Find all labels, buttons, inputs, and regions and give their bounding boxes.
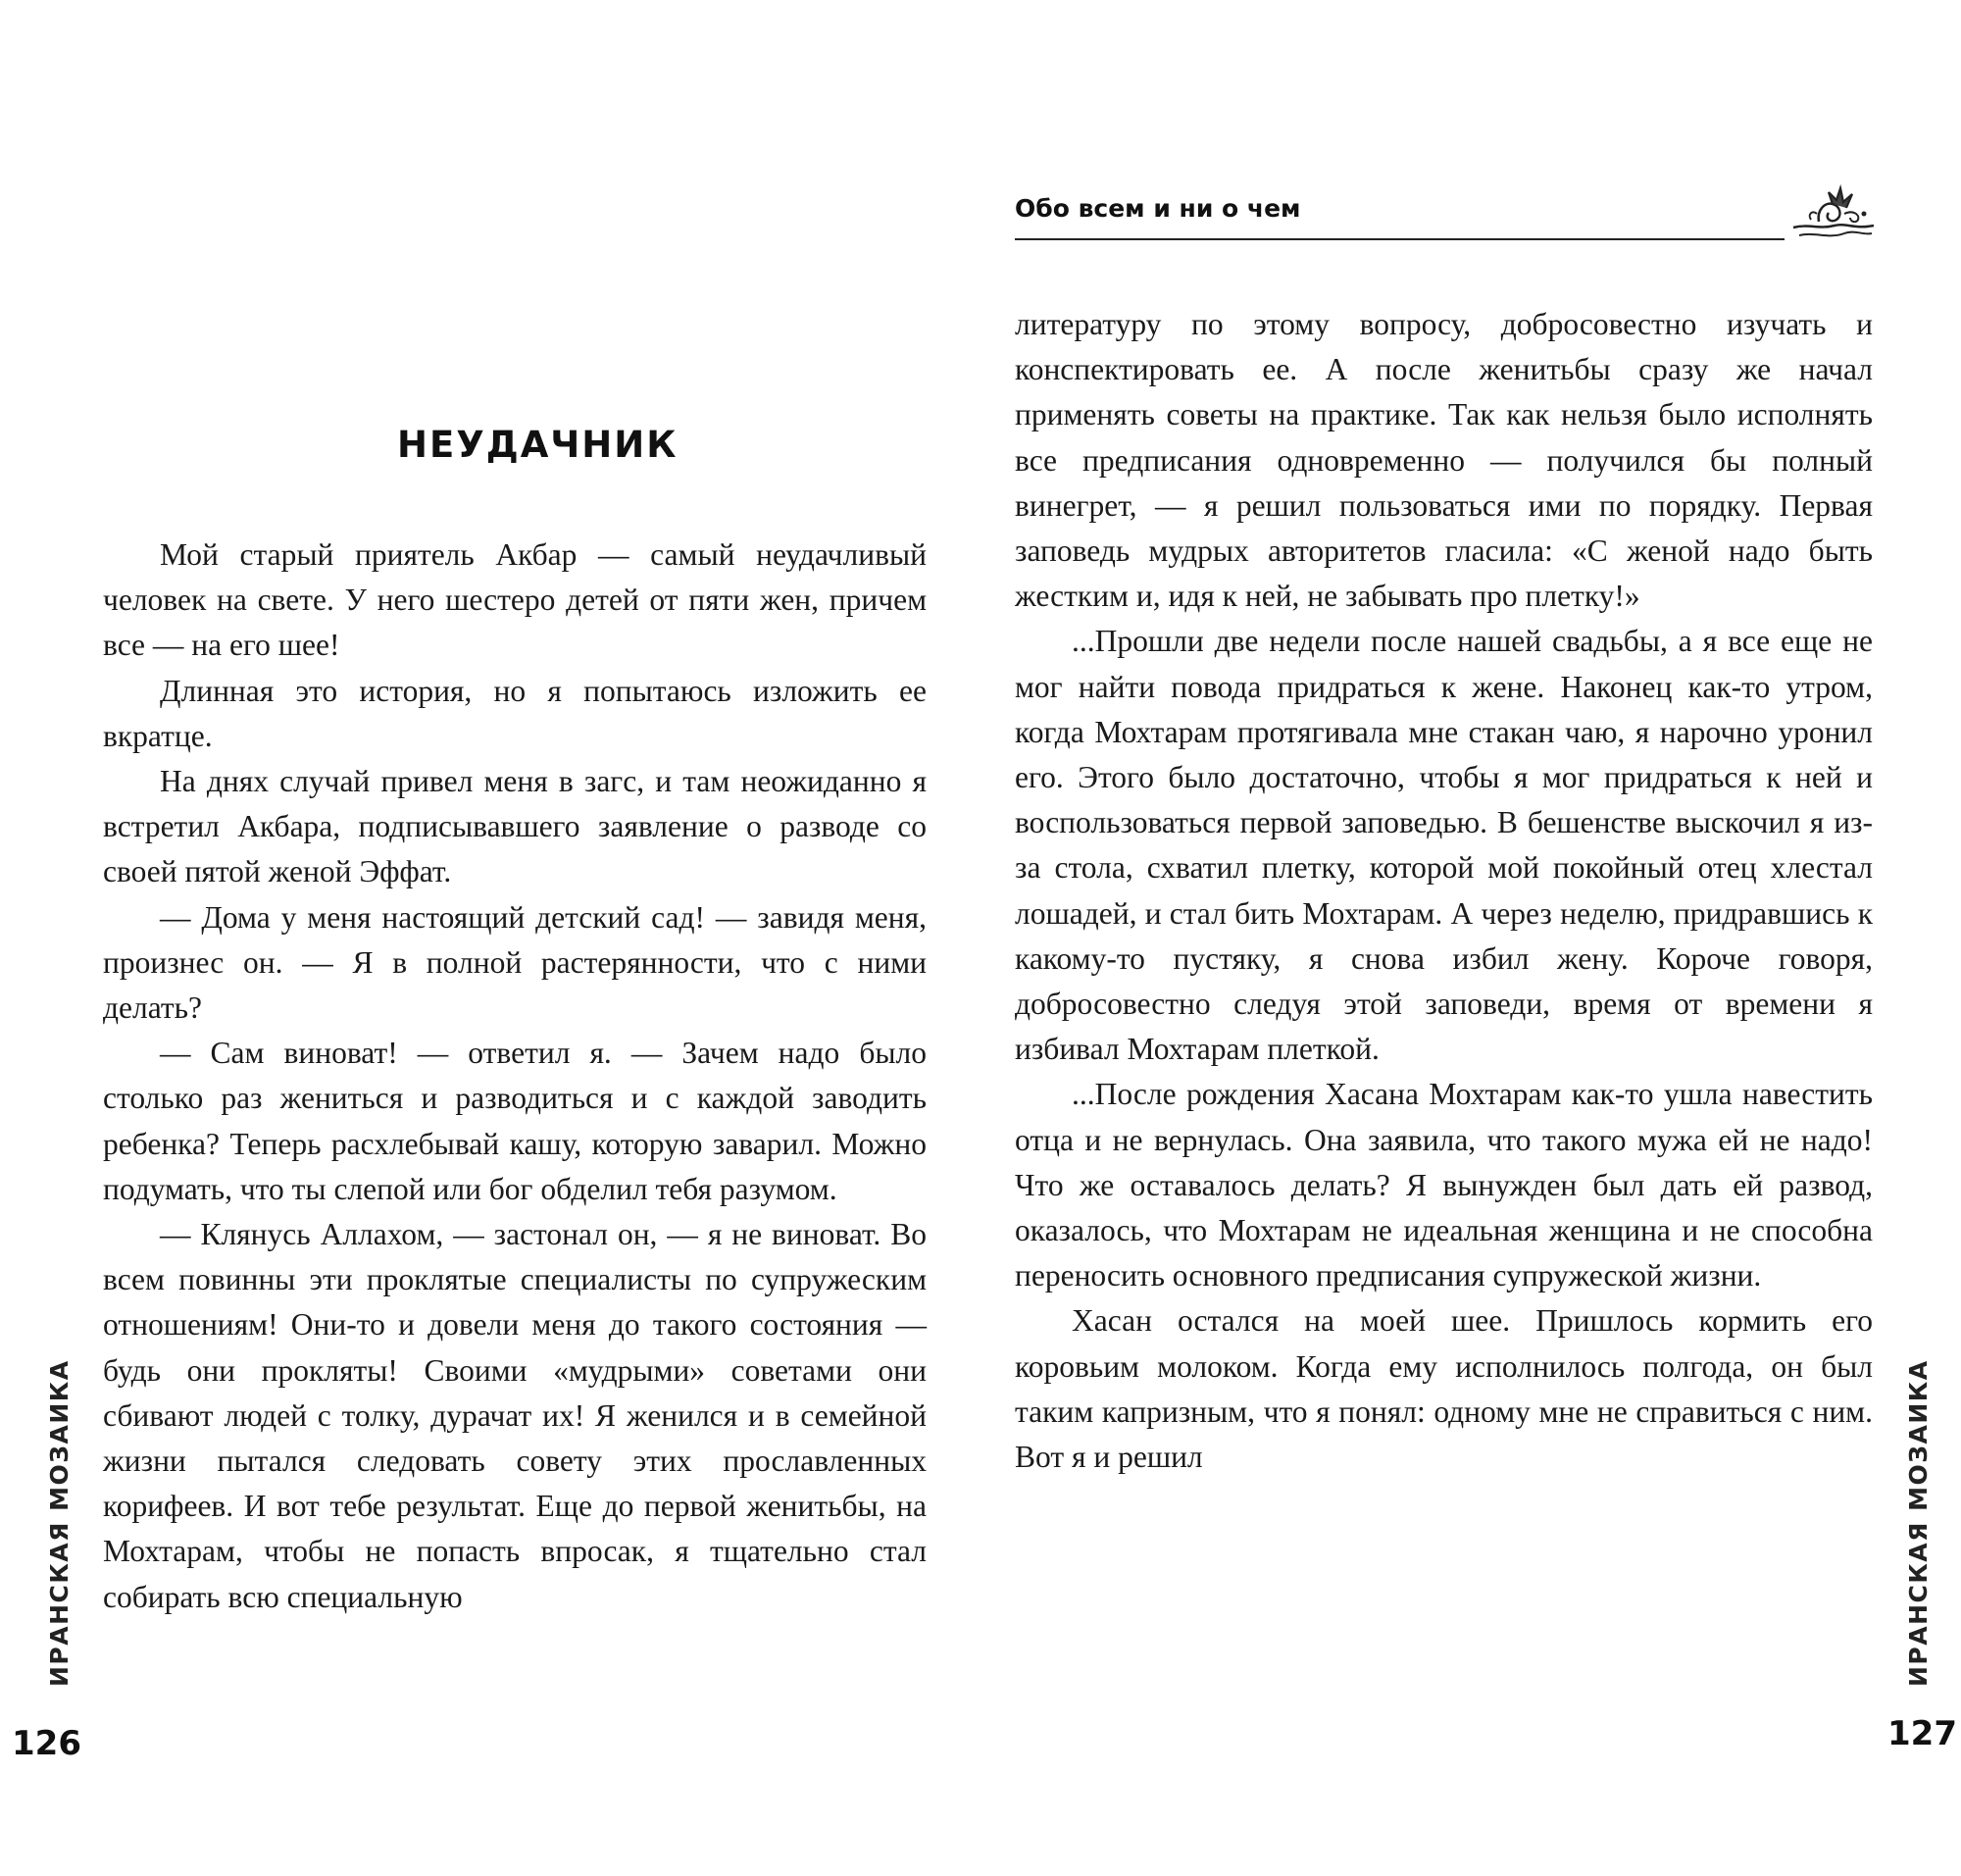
left-page-text [103, 532, 927, 1620]
paragraph: На днях случай привел меня в загс, и там неожиданно я встретил Акбара, подписывавшего заявление о разводе со своей пятой женой Эффат. [103, 764, 927, 889]
left-page [0, 0, 980, 1876]
chapter-title: НЕУДАЧНИК [397, 424, 679, 466]
page-number: 126 [12, 1724, 81, 1763]
ornament-icon [1789, 184, 1878, 245]
right-page-text [1015, 302, 1873, 1480]
book-title-side-label: ИРАНСКАЯ МОЗАИКА [1904, 1359, 1933, 1687]
paragraph: Мой старый приятель Акбар — самый неудачливый человек на свете. У него шестеро детей от пяти жен, причем все — на его шее! [103, 537, 927, 663]
book-title-side-label: ИРАНСКАЯ МОЗАИКА [45, 1359, 74, 1687]
paragraph: ...Прошли две недели после нашей свадьбы, а я все еще не мог найти повода придраться к жене. Наконец как-то утром, когда Мохтарам протягивала мне стакан чаю, я нарочно уронил его. Этого было достаточно, чтобы я мог придраться к ней и воспользоваться первой заповедью. В бешенстве выскочил я из-за стола, схватил плетку, которой мой покойный отец хлестал лошадей, и стал бить Мохтарам. А через неделю, придравшись к какому-то пустяку, я снова избил жену. Короче говоря, добросовестно следуя этой заповеди, время от времени я избивал Мохтарам плеткой. [1015, 624, 1873, 1067]
running-head: Обо всем и ни о чем [1015, 194, 1301, 223]
paragraph: литературу по этому вопросу, добросовестно изучать и конспектировать ее. А после женитьбы сразу же начал применять советы на практике. Так как нельзя было исполнять все предписания одновременно — получился бы полный винегрет, — я решил пользоваться ими по порядку. Первая заповедь мудрых авторитетов гласила: «С женой надо быть жестким и, идя к ней, не забывать про плетку!» [1015, 307, 1873, 614]
paragraph: Длинная это история, но я попытаюсь изложить ее вкратце. [103, 673, 927, 753]
paragraph: — Сам виноват! — ответил я. — Зачем надо было столько раз жениться и разводиться и с каждой заводить ребенка? Теперь расхлебывай кашу, которую заварил. Можно подумать, что ты слепой или бог обделил тебя разумом. [103, 1036, 927, 1206]
paragraph: — Клянусь Аллахом, — застонал он, — я не виноват. Во всем повинны эти проклятые специалисты по супружеским отношениям! Они-то и довели меня до такого состояния — будь они прокляты! Своими «мудрыми» советами они сбивают людей с толку, дурачат их! Я женился и в семейной жизни пытался следовать совету этих прославленных корифеев. И вот тебе результат. Еще до первой женитьбы, на Мохтарам, чтобы не попасть впросак, я тщательно стал собирать всю специальную [103, 1217, 927, 1614]
paragraph: ...После рождения Хасана Мохтарам как-то ушла навестить отца и не вернулась. Она заявила, что такого мужа ей не надо! Что же оставалось делать? Я вынужден был дать ей развод, оказалось, что Мохтарам не идеальная женщина и не способна переносить основного предписания супружеской жизни. [1015, 1077, 1873, 1293]
page-number: 127 [1887, 1714, 1957, 1753]
paragraph: Хасан остался на моей шее. Пришлось кормить его коровьим молоком. Когда ему исполнилось полгода, он был таким капризным, что я понял: одному мне не справиться с ним. Вот я и решил [1015, 1303, 1873, 1475]
paragraph: — Дома у меня настоящий детский сад! — завидя меня, произнес он. — Я в полной растерянности, что с ними делать? [103, 899, 927, 1026]
header-rule [1015, 238, 1785, 240]
